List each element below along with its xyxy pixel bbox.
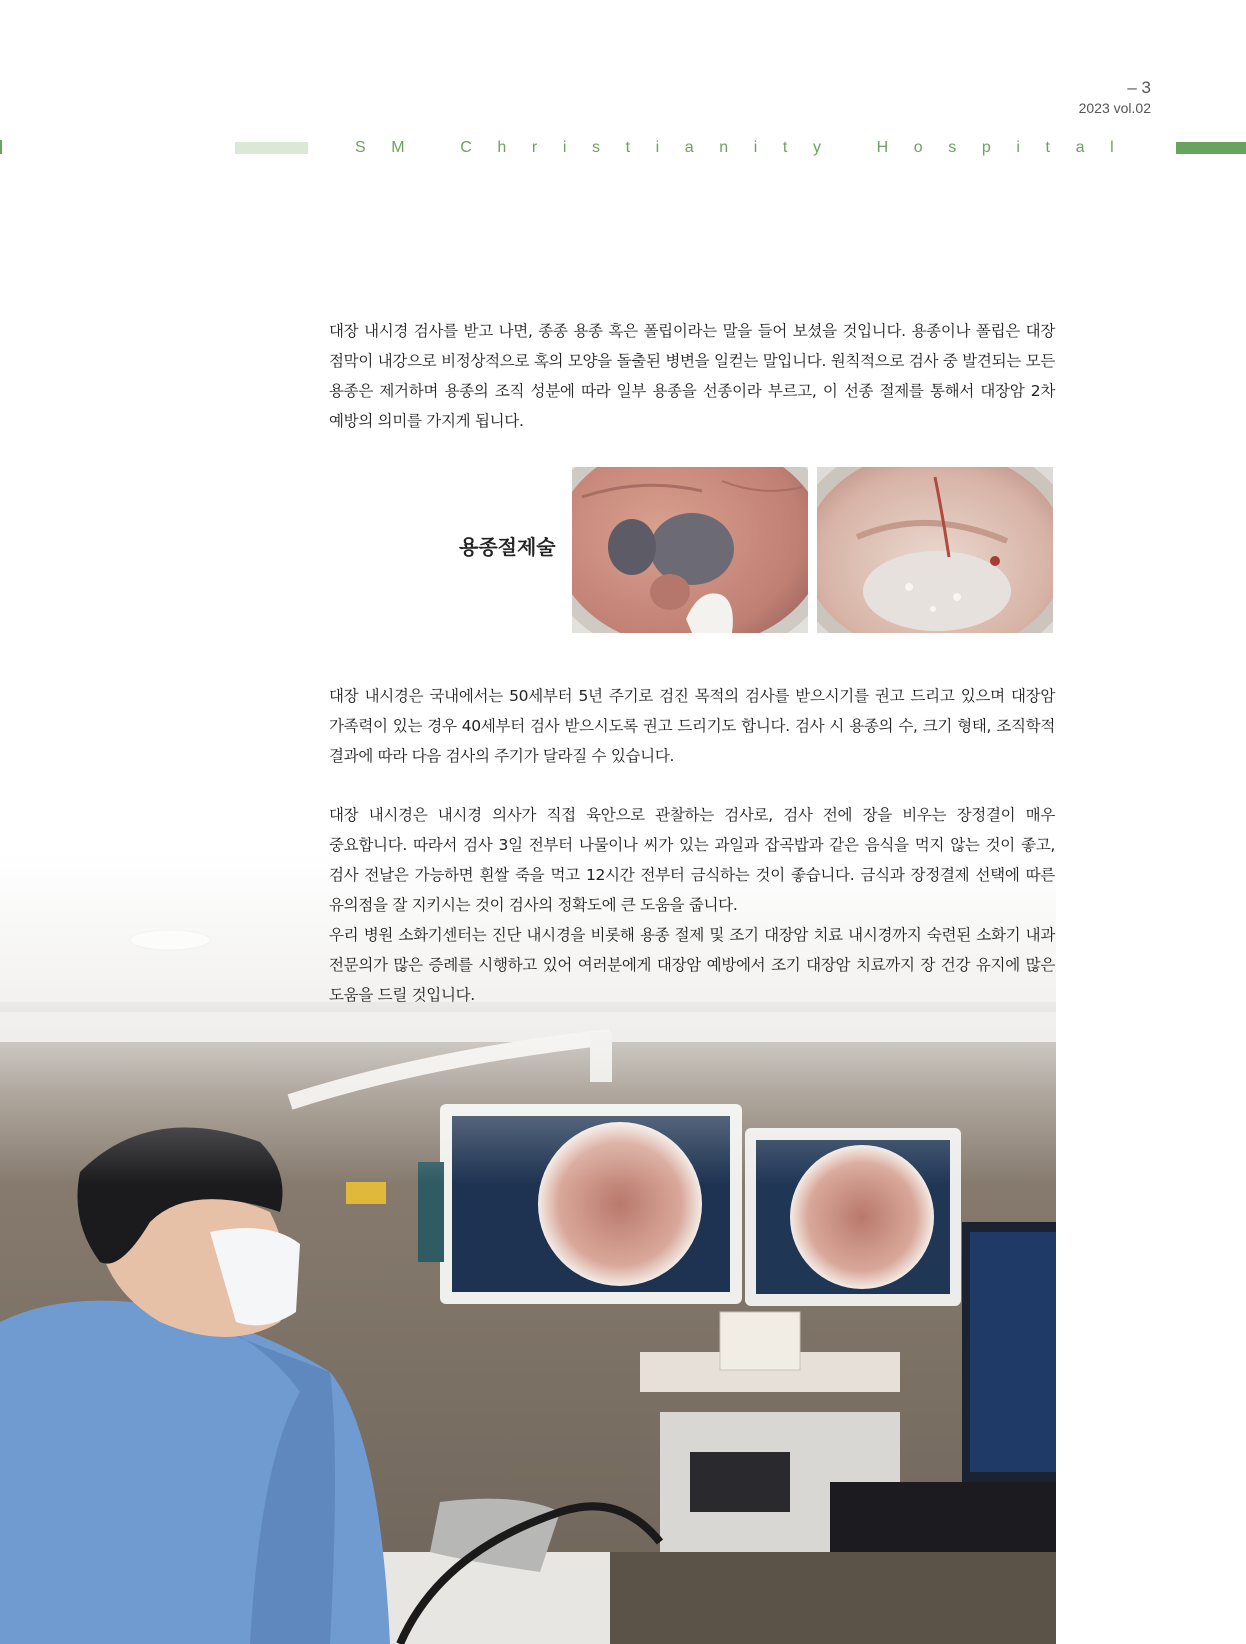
hospital-name: SM Christianity Hospital: [355, 139, 1140, 156]
figure-label: 용종절제술: [459, 535, 556, 559]
intro-paragraph: 대장 내시경 검사를 받고 나면, 종종 용종 혹은 폴립이라는 말을 들어 보셨을 것입니다. 용종이나 폴립은 대장 점막이 내강으로 비정상적으로 혹의 모양을 돌출된 병변을 일컫는 말입니다. 원칙적으로 검사 중 발견되는 모든 용종은 제거하며 용종의 조직 성분에 따라 일부 용종을 선종이라 부르고, 이 선종 절제를 통해서 대장암 2차 예방의 의미를 가지게 됩니다.: [329, 322, 1055, 430]
header-right-bar: [1176, 142, 1246, 154]
endoscopy-image-before: [572, 467, 808, 633]
center-paragraph: 우리 병원 소화기센터는 진단 내시경을 비롯해 용종 절제 및 조기 대장암 치료 내시경까지 숙련된 소화기 내과 전문의가 많은 증례를 시행하고 있어 여러분에게 대장암 예방에서 조기 대장암 치료까지 장 건강 유지에 많은 도움을 드릴 것입니다.: [329, 926, 1055, 1004]
page-number: – 3: [1127, 78, 1151, 97]
preparation-paragraph: 대장 내시경은 내시경 의사가 직접 육안으로 관찰하는 검사로, 검사 전에 장을 비우는 장정결이 매우 중요합니다. 따라서 검사 3일 전부터 나물이나 씨가 있는 과일과 잡곡밥과 같은 음식을 먹지 않는 것이 좋고, 검사 전날은 가능하면 흰쌀 죽을 먹고 12시간 전부터 금식하는 것이 좋습니다. 금식과 장정결제 선택에 따른 유의점을 잘 지키시는 것이 검사의 정확도에 큰 도움을 줍니다.: [329, 806, 1055, 914]
header-left-tick: [0, 140, 2, 154]
header-left-bar: [235, 142, 308, 154]
issue-label: 2023 vol.02: [1078, 100, 1151, 116]
screening-paragraph: 대장 내시경은 국내에서는 50세부터 5년 주기로 검진 목적의 검사를 받으시기를 권고 드리고 있으며 대장암 가족력이 있는 경우 40세부터 검사 받으시도록 권고 드리기도 합니다. 검사 시 용종의 수, 크기 형태, 조직학적 결과에 따라 다음 검사의 주기가 달라질 수 있습니다.: [329, 687, 1055, 765]
endoscopy-image-after: [817, 467, 1053, 633]
preparation-section: [329, 800, 1055, 1010]
